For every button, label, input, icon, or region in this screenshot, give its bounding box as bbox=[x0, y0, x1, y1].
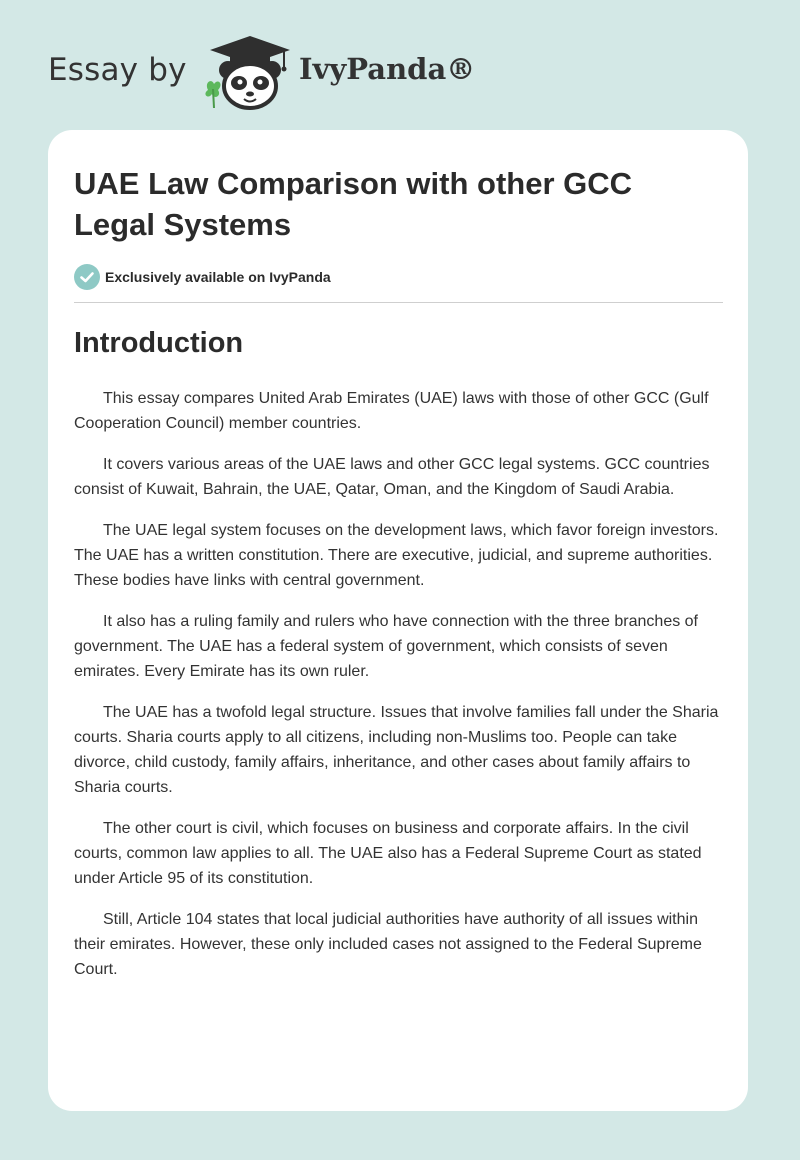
divider bbox=[74, 302, 723, 303]
essay-body bbox=[74, 386, 726, 998]
essay-card bbox=[48, 130, 748, 1111]
panda-graduate-icon[interactable] bbox=[200, 34, 300, 110]
site-header bbox=[48, 30, 648, 110]
paragraph: It covers various areas of the UAE laws and other GCC legal systems. GCC countries consist of Kuwait, Bahrain, the UAE, Qatar, Oman, and the Kingdom of Saudi Arabia. bbox=[74, 456, 710, 498]
essay-by-label: Essay by bbox=[48, 52, 187, 88]
paragraph: It also has a ruling family and rulers who have connection with the three branches of government. The UAE has a federal system of government, which consists of seven emirates. Every Emirate has its own ruler. bbox=[74, 613, 698, 680]
paragraph: Still, Article 104 states that local judicial authorities have authority of all issues within their emirates. However, these only included cases not assigned to the Federal Supreme Court. bbox=[74, 911, 702, 978]
badge-text: Exclusively available on IvyPanda bbox=[105, 269, 331, 285]
page-title: UAE Law Comparison with other GCC Legal Systems bbox=[74, 166, 633, 242]
paragraph: This essay compares United Arab Emirates (UAE) laws with those of other GCC (Gulf Cooperation Council) member countries. bbox=[74, 390, 709, 432]
brand-name[interactable]: IvyPanda® bbox=[299, 52, 476, 86]
check-circle-icon bbox=[74, 264, 100, 290]
paragraph: The UAE has a twofold legal structure. Issues that involve families fall under the Sharia courts. Sharia courts apply to all citizens, including non-Muslims too. People can take divorce, child custody, family affairs, inheritance, and other cases about family affairs to Sharia courts. bbox=[74, 704, 719, 796]
exclusive-badge bbox=[74, 264, 331, 290]
paragraph: The other court is civil, which focuses on business and corporate affairs. In the civil courts, common law applies to all. The UAE also has a Federal Supreme Court as stated under Article 95 of its constitution. bbox=[74, 820, 702, 887]
section-heading: Introduction bbox=[74, 327, 244, 359]
paragraph: The UAE legal system focuses on the development laws, which favor foreign investors. The UAE has a written constitution. There are executive, judicial, and supreme authorities. These bodies have links with central government. bbox=[74, 522, 719, 589]
